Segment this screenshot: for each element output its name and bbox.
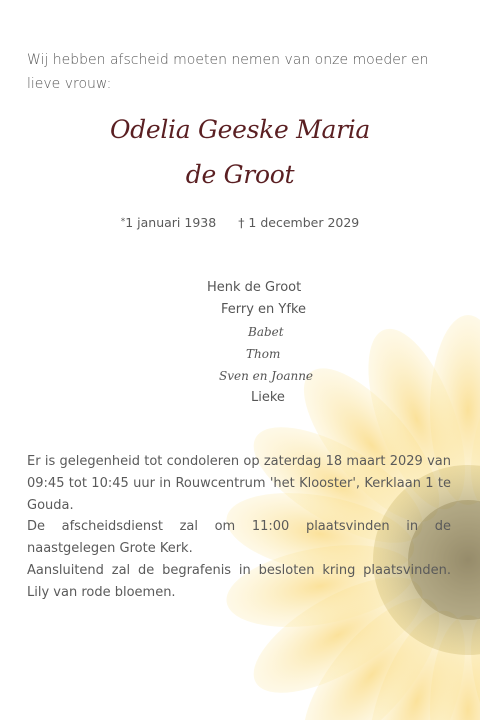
family-member: Lieke	[251, 390, 285, 405]
birth-symbol: *	[120, 217, 126, 227]
death-symbol: †	[238, 215, 245, 230]
family-member: Thom	[246, 347, 281, 361]
deceased-name-first: Odelia Geeske Maria	[109, 115, 371, 144]
family-member: Babet	[248, 325, 284, 339]
intro-text: Wij hebben afscheid moeten nemen van onze moeder en lieve vrouw:	[27, 52, 429, 92]
burial-paragraph: Aansluitend zal de begrafenis in besloten kring plaatsvinden. Lily van rode bloemen.	[27, 563, 451, 600]
family-member: Ferry en Yfke	[221, 302, 307, 317]
family-member: Henk de Groot	[207, 280, 302, 295]
family-member: Sven en Joanne	[219, 369, 314, 383]
deceased-name-last: de Groot	[185, 160, 295, 189]
condolence-paragraph: Er is gelegenheid tot condoleren op zaterdag 18 maart 2029 van 09:45 tot 10:45 uur in Rouwcentrum 'het Klooster', Kerklaan 1 te Gouda.	[27, 454, 451, 513]
death-date: † 1 december 2029	[238, 215, 360, 230]
service-paragraph: De afscheidsdienst zal om 11:00 plaatsvinden in de naastgelegen Grote Kerk.	[27, 519, 451, 556]
birth-date: *1 januari 1938	[120, 215, 217, 230]
